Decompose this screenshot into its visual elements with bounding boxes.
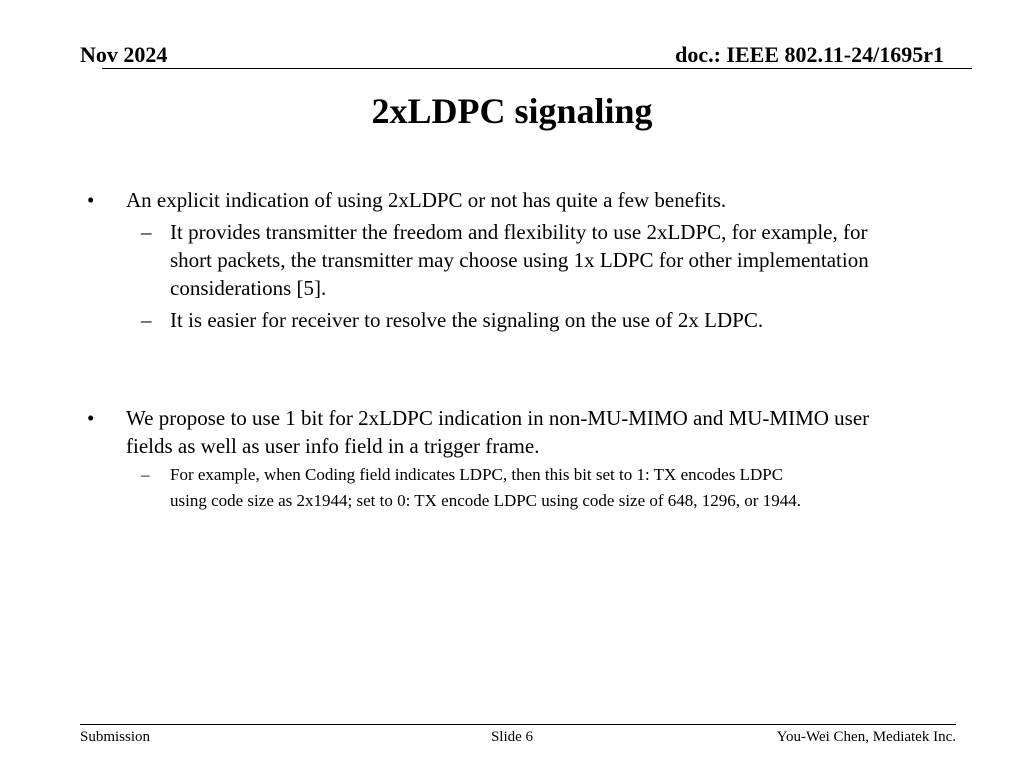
- bullet-2-line-1: We propose to use 1 bit for 2xLDPC indication in non-MU-MIMO and MU-MIMO user: [126, 406, 870, 430]
- bullet-marker-2: •: [87, 406, 95, 430]
- footer-divider: [80, 724, 956, 725]
- sub-bullet-2-1-line-2: using code size as 2x1944; set to 0: TX encode LDPC using code size of 648, 1296, or 1944.: [170, 491, 801, 510]
- sub-bullet-marker-1-1: –: [141, 220, 152, 244]
- header-doc-id: doc.: IEEE 802.11-24/1695r1: [675, 42, 944, 67]
- sub-bullet-2-1-line-1: For example, when Coding field indicates LDPC, then this bit set to 1: TX encodes LDPC: [170, 465, 784, 484]
- bullet-2-line-2: fields as well as user info field in a trigger frame.: [126, 434, 540, 458]
- footer-slide-number: Slide 6: [490, 729, 534, 745]
- bullet-marker-1: •: [87, 188, 95, 212]
- bullet-1-text: An explicit indication of using 2xLDPC or not has quite a few benefits.: [126, 188, 727, 212]
- sub-bullet-marker-2-1: –: [141, 465, 150, 484]
- sub-bullet-1-1-line-2: short packets, the transmitter may choose using 1x LDPC for other implementation: [170, 248, 869, 272]
- sub-bullet-1-1-line-3: considerations [5].: [170, 276, 327, 300]
- footer-author: You-Wei Chen, Mediatek Inc.: [776, 729, 956, 745]
- header-date: Nov 2024: [80, 42, 168, 67]
- footer-submission: Submission: [80, 729, 151, 745]
- header-divider: [102, 68, 972, 69]
- sub-bullet-1-1-line-1: It provides transmitter the freedom and flexibility to use 2xLDPC, for example, for: [170, 220, 868, 244]
- sub-bullet-marker-1-2: –: [141, 308, 152, 332]
- sub-bullet-1-2-line-1: It is easier for receiver to resolve the signaling on the use of 2x LDPC.: [170, 308, 764, 332]
- slide-title: 2xLDPC signaling: [371, 91, 653, 131]
